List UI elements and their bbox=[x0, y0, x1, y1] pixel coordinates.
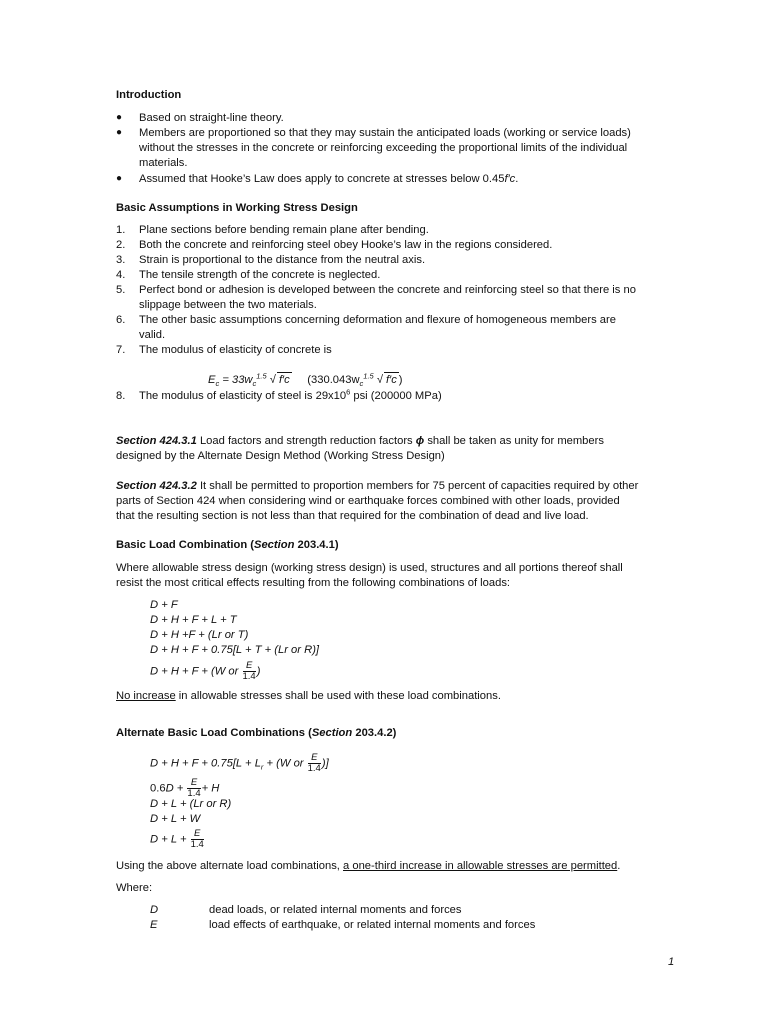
section-424-3-1-line1: Section 424.3.1 Load factors and strength reduction factors ϕ shall be taken as unity for members bbox=[116, 435, 604, 447]
fraction: $\frac{E}{1.4}$ bbox=[307, 752, 321, 774]
def-text: load effects of earthquake, or related internal moments and forces bbox=[209, 919, 536, 931]
intro-bullet-2: Members are proportioned so that they may sustain the anticipated loads (working or service loads) bbox=[139, 127, 631, 139]
assumption-5: Perfect bond or adhesion is developed between the concrete and reinforcing steel so that there is no bbox=[139, 284, 636, 296]
assumption-4: The tensile strength of the concrete is neglected. bbox=[139, 269, 381, 281]
basic-combo-heading: Basic Load Combination (Section 203.4.1) bbox=[116, 539, 339, 551]
intro-bullet-2-cont: without the stresses in the concrete or reinforcing exceeding the proportional limits of the individual bbox=[139, 142, 628, 154]
alt-eq-4: D + L + W bbox=[150, 813, 201, 825]
bullet-icon: ● bbox=[116, 127, 123, 138]
alt-eq-3: D + L + (Lr or R) bbox=[150, 798, 232, 810]
basic-eq-5: D + H + F + (W or $\frac{E}{1.4}$ ) bbox=[150, 660, 261, 682]
list-number: 8. bbox=[116, 390, 126, 402]
intro-bullet-3: Assumed that Hooke’s Law does apply to concrete at stresses below 0.45f′c. bbox=[139, 173, 519, 185]
assumption-5-cont: slippage between the two materials. bbox=[139, 299, 317, 311]
alt-eq-2: 0.6D + $\frac{E}{1.4}$ + H bbox=[150, 777, 220, 799]
assumption-8: The modulus of elasticity of steel is $29x10^6$ psi (200000 MPa) bbox=[139, 387, 442, 402]
basic-combo-para1: Where allowable stress design (working stress design) is used, structures and all portions thereof shall bbox=[116, 562, 623, 574]
where-label: Where: bbox=[116, 882, 153, 894]
intro-heading: Introduction bbox=[116, 89, 182, 101]
basic-combo-para2: resist the most critical effects resulting from the following combinations of loads: bbox=[116, 577, 511, 589]
sqrt-icon: √ bbox=[269, 374, 276, 386]
alt-combo-heading: Alternate Basic Load Combinations (Section 203.4.2) bbox=[116, 727, 397, 739]
assumption-1: Plane sections before bending remain plane after bending. bbox=[139, 224, 429, 236]
intro-bullet-1: Based on straight-line theory. bbox=[139, 112, 284, 124]
list-number: 7. bbox=[116, 344, 126, 356]
list-number: 4. bbox=[116, 269, 126, 281]
page-number: 1 bbox=[668, 956, 675, 968]
list-number: 1. bbox=[116, 224, 126, 236]
list-number: 6. bbox=[116, 314, 126, 326]
basic-combo-note: No increase in allowable stresses shall be used with these load combinations. bbox=[116, 690, 501, 702]
bullet-icon: ● bbox=[116, 112, 123, 123]
basic-eq-3: D + H +F + (Lr or T) bbox=[150, 629, 249, 641]
fc-symbol: f′c bbox=[504, 173, 516, 185]
alt-eq-1: $D + H + F + 0.75[L + L_r + (W$ or $\frac{E}{1.4}$ )] bbox=[150, 752, 329, 774]
assumption-7: The modulus of elasticity of concrete is bbox=[139, 344, 332, 356]
assumption-6: The other basic assumptions concerning deformation and flexure of homogeneous members are bbox=[139, 314, 616, 326]
alt-eq-5: D + L + $\frac{E}{1.4}$ bbox=[150, 828, 204, 850]
bullet-icon: ● bbox=[116, 173, 123, 184]
sqrt-icon: √ bbox=[376, 374, 383, 386]
section-424-3-2-line2: parts of Section 424 when considering wind or earthquake forces combined with other loads, provided bbox=[116, 495, 620, 507]
intro-bullet-2-cont2: materials. bbox=[139, 157, 188, 169]
section-424-3-1-line2: designed by the Alternate Design Method (Working Stress Design) bbox=[116, 450, 445, 462]
section-424-3-2-line1: Section 424.3.2 It shall be permitted to proportion members for 75 percent of capacities required by other bbox=[116, 480, 639, 492]
basic-eq-1: D + F bbox=[150, 599, 178, 611]
def-text: dead loads, or related internal moments and forces bbox=[209, 904, 462, 916]
assumptions-heading: Basic Assumptions in Working Stress Design bbox=[116, 202, 358, 214]
fraction: $\frac{E}{1.4}$ bbox=[242, 660, 256, 682]
assumption-6-cont: valid. bbox=[139, 329, 166, 341]
def-symbol: D bbox=[150, 904, 159, 916]
section-424-3-2-line3: that the resulting section is not less than that required for the combination of dead and live load. bbox=[116, 510, 589, 522]
list-number: 5. bbox=[116, 284, 126, 296]
list-number: 3. bbox=[116, 254, 126, 266]
concrete-modulus-equation: $E_c = 33w_c^{1.5}$ √ f′c ($330.043w_c^{1.5}$ √ f′c ) bbox=[208, 371, 403, 389]
assumption-2: Both the concrete and reinforcing steel obey Hooke’s law in the regions considered. bbox=[139, 239, 553, 251]
fraction: $\frac{E}{1.4}$ bbox=[187, 777, 201, 799]
basic-eq-4: D + H + F + 0.75[L + T + (Lr or R)] bbox=[150, 644, 320, 656]
basic-eq-2: D + H + F + L + T bbox=[150, 614, 237, 626]
list-number: 2. bbox=[116, 239, 126, 251]
assumption-3: Strain is proportional to the distance from the neutral axis. bbox=[139, 254, 426, 266]
def-symbol: E bbox=[150, 919, 158, 931]
alt-combo-para: Using the above alternate load combinations, a one-third increase in allowable stresses are permitted. bbox=[116, 860, 621, 872]
fraction: $\frac{E}{1.4}$ bbox=[190, 828, 204, 850]
